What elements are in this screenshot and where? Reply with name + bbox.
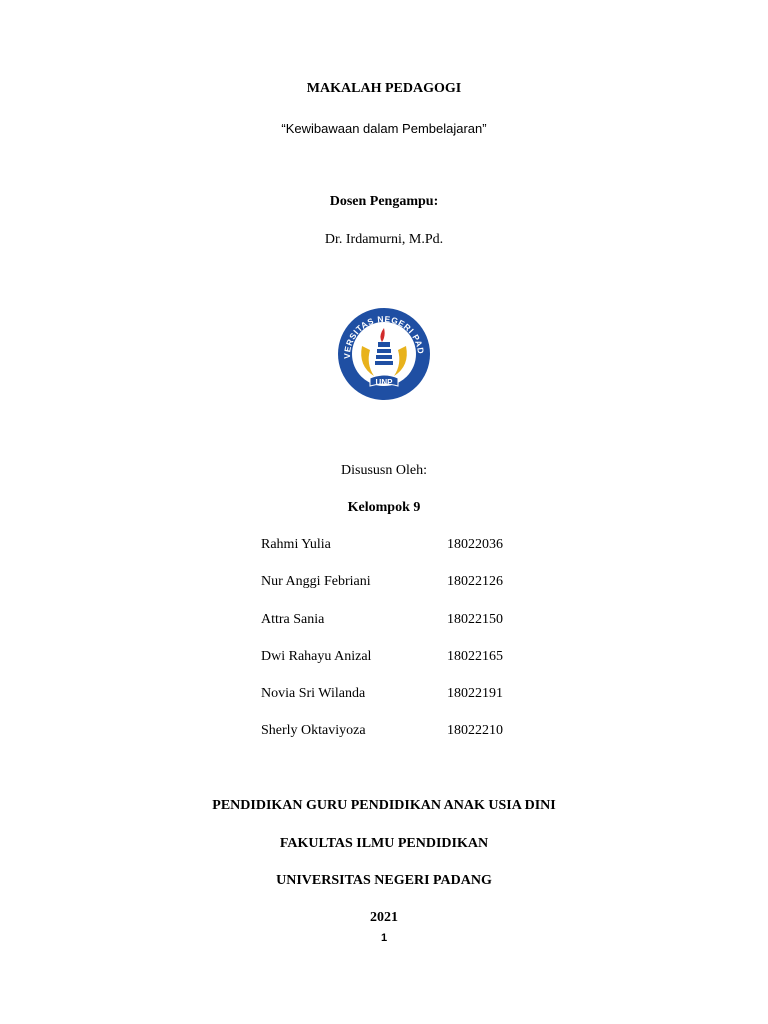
document-title: MAKALAH PEDAGOGI (306, 81, 462, 96)
faculty-name: FAKULTAS ILMU PENDIDIKAN (279, 836, 489, 851)
member-name: Novia Sri Wilanda (261, 686, 366, 701)
member-row (261, 537, 561, 553)
member-row (261, 612, 561, 628)
seal-acronym: UNP (375, 378, 393, 387)
seal-book-2 (377, 349, 391, 353)
unp-seal-icon (332, 306, 436, 402)
member-row (261, 723, 561, 739)
lecturer-name: Dr. Irdamurni, M.Pd. (324, 232, 444, 247)
member-name: Dwi Rahayu Anizal (261, 649, 372, 664)
compiled-by-label: Disususn Oleh: (341, 463, 427, 478)
member-name: Nur Anggi Febriani (261, 574, 371, 589)
seal-book-1 (378, 342, 390, 347)
member-nim: 18022191 (447, 686, 503, 701)
member-nim: 18022210 (447, 723, 503, 738)
seal-ring-text: VERSITAS NEGERI PAD (341, 313, 427, 359)
lecturer-heading: Dosen Pengampu: (329, 194, 439, 209)
group-label: Kelompok 9 (347, 500, 421, 515)
year: 2021 (370, 910, 398, 925)
member-row (261, 574, 561, 590)
member-name: Attra Sania (261, 612, 325, 627)
member-name: Rahmi Yulia (261, 537, 331, 552)
member-nim: 18022150 (447, 612, 503, 627)
page-number: 1 (380, 932, 388, 944)
member-row (261, 686, 561, 702)
member-row (261, 649, 561, 665)
unp-logo (332, 306, 436, 402)
member-nim: 18022036 (447, 537, 503, 552)
university-name: UNIVERSITAS NEGERI PADANG (276, 873, 492, 888)
member-nim: 18022165 (447, 649, 503, 664)
member-name: Sherly Oktaviyoza (261, 723, 366, 738)
member-nim: 18022126 (447, 574, 503, 589)
seal-book-4 (375, 361, 393, 365)
study-program: PENDIDIKAN GURU PENDIDIKAN ANAK USIA DINI (212, 798, 556, 813)
document-subtitle: “Kewibawaan dalam Pembelajaran” (281, 121, 487, 136)
seal-book-3 (376, 355, 392, 359)
